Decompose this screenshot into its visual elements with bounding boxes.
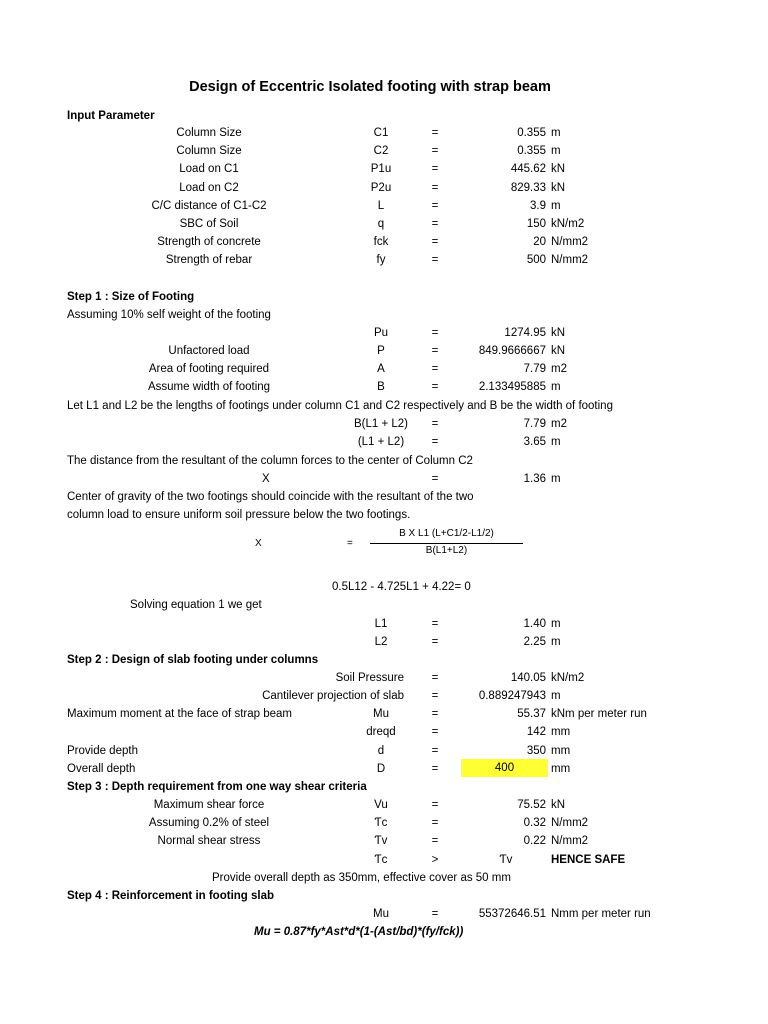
row-eq: =: [431, 363, 439, 376]
bl-value: 7.79: [523, 418, 546, 430]
row-value: 500: [526, 254, 546, 267]
pu-eq: =: [431, 327, 439, 339]
row-unit: N/mm2: [551, 817, 589, 830]
l1-eq: =: [431, 618, 439, 630]
l12-symbol: (L1 + L2): [357, 436, 405, 448]
row-unit: kN: [551, 345, 566, 357]
soil-pressure-label: Soil Pressure: [335, 672, 404, 684]
l12-eq: =: [431, 436, 439, 448]
row-unit: N/mm2: [551, 236, 589, 249]
provide-depth-value: 350: [526, 745, 546, 757]
row-value: 150: [526, 218, 546, 230]
bl-symbol: B(L1 + L2): [353, 418, 409, 430]
safe-status: HENCE SAFE: [551, 854, 626, 866]
provide-depth-unit: mm: [551, 745, 571, 757]
row-symbol: C1: [373, 127, 389, 139]
moment-formula: Mu = 0.87*fy*Ast*d*(1-(Ast/bd)*(fy/fck)): [254, 926, 464, 938]
row-unit: kN/m2: [551, 218, 585, 230]
l1-symbol: L1: [374, 618, 388, 630]
row-symbol: P1u: [370, 163, 392, 176]
row-value: 0.22: [523, 835, 546, 848]
formula-lhs: X: [255, 538, 262, 549]
l2-eq: =: [431, 636, 439, 648]
x-symbol: X: [262, 473, 270, 485]
row-symbol: fy: [376, 254, 386, 267]
l1-value: 1.40: [523, 618, 546, 630]
row-eq: =: [431, 163, 439, 176]
check-value: Ƭv: [499, 854, 513, 866]
max-moment-symbol: Mu: [373, 708, 389, 720]
row-eq: =: [431, 381, 439, 394]
max-moment-value: 55.37: [517, 708, 546, 720]
l12-unit: m: [551, 436, 561, 448]
solving-note: Solving equation 1 we get: [130, 599, 262, 611]
page-title: Design of Eccentric Isolated footing with strap beam: [189, 79, 551, 95]
row-label: Area of footing required: [148, 363, 270, 376]
cantilever-eq: =: [431, 690, 439, 702]
row-label: Load on C2: [179, 181, 239, 194]
soil-pressure-value: 140.05: [510, 672, 546, 684]
overall-depth-eq: =: [431, 763, 439, 775]
row-label: Unfactored load: [168, 345, 250, 357]
step1-heading: Step 1 : Size of Footing: [67, 291, 195, 303]
check-symbol: Ƭc: [374, 854, 388, 866]
row-unit: m2: [551, 363, 567, 376]
soil-pressure-eq: =: [431, 672, 439, 684]
check-comparison: >: [431, 854, 439, 866]
row-eq: =: [431, 236, 439, 249]
cantilever-unit: m: [551, 690, 561, 702]
max-moment-label: Maximum moment at the face of strap beam: [67, 708, 292, 720]
provide-depth-label: Provide depth: [67, 745, 138, 757]
row-symbol: fck: [373, 236, 389, 249]
dreqd-symbol: dreqd: [366, 726, 396, 738]
row-symbol: Ƭc: [374, 817, 388, 830]
mu-symbol: Mu: [373, 908, 389, 920]
row-eq: =: [431, 145, 439, 158]
row-label: Normal shear stress: [157, 835, 261, 848]
x-value: 1.36: [523, 473, 546, 485]
row-label: Strength of concrete: [157, 236, 261, 249]
l12-value: 3.65: [523, 436, 546, 448]
row-value: 829.33: [510, 181, 546, 194]
pu-unit: kN: [551, 327, 566, 339]
row-unit: m: [551, 127, 561, 139]
formula-denominator: B(L1+L2): [425, 545, 468, 556]
row-value: 20: [533, 236, 546, 249]
step2-heading: Step 2 : Design of slab footing under columns: [67, 654, 319, 666]
row-symbol: P2u: [370, 181, 392, 194]
row-eq: =: [431, 799, 439, 811]
row-eq: =: [431, 817, 439, 830]
step3-heading: Step 3 : Depth requirement from one way shear criteria: [67, 781, 367, 793]
cg-note-2: column load to ensure uniform soil pressure below the two footings.: [67, 509, 411, 521]
x-eq: =: [431, 473, 439, 485]
pu-value: 1274.95: [504, 327, 546, 339]
row-unit: kN: [551, 799, 566, 811]
max-moment-eq: =: [431, 708, 439, 720]
l2-symbol: L2: [374, 636, 388, 648]
row-symbol: C2: [373, 145, 389, 158]
provide-depth-eq: =: [431, 745, 439, 757]
row-unit: kN: [551, 181, 566, 194]
row-label: Column Size: [176, 145, 242, 158]
overall-depth-label: Overall depth: [67, 763, 136, 775]
input-heading: Input Parameter: [67, 110, 155, 122]
bl-unit: m2: [551, 418, 567, 430]
row-symbol: Vu: [374, 799, 388, 811]
dreqd-eq: =: [431, 726, 439, 738]
row-value: 7.79: [523, 363, 546, 376]
bl-eq: =: [431, 418, 439, 430]
cantilever-value: 0.889247943: [478, 690, 546, 702]
row-label: Strength of rebar: [165, 254, 253, 267]
row-value: 3.9: [530, 199, 546, 212]
row-value: 0.32: [523, 817, 546, 830]
row-unit: N/mm2: [551, 835, 589, 848]
cg-note-1: Center of gravity of the two footings should coincide with the resultant of the two: [67, 491, 474, 503]
distance-note: The distance from the resultant of the column forces to the center of Column C2: [67, 455, 473, 467]
row-eq: =: [431, 199, 439, 212]
formula-eq: =: [347, 538, 353, 549]
row-symbol: q: [377, 218, 385, 230]
row-value: 849.9666667: [478, 345, 546, 357]
row-label: Column Size: [176, 127, 242, 139]
provide-note: Provide overall depth as 350mm, effective cover as 50 mm: [212, 872, 511, 884]
soil-pressure-unit: kN/m2: [551, 672, 585, 684]
row-symbol: L: [377, 199, 385, 212]
row-eq: =: [431, 127, 439, 139]
row-eq: =: [431, 835, 439, 848]
lengths-note: Let L1 and L2 be the lengths of footings under column C1 and C2 respectively and B be the width of footing: [67, 400, 613, 412]
mu-eq: =: [431, 908, 439, 920]
row-value: 2.133495885: [478, 381, 546, 394]
overall-depth-value: 400: [461, 759, 548, 777]
row-symbol: B: [377, 381, 385, 394]
row-unit: m: [551, 199, 561, 212]
row-eq: =: [431, 218, 439, 230]
row-unit: kN: [551, 163, 566, 176]
step4-heading: Step 4 : Reinforcement in footing slab: [67, 890, 275, 902]
row-eq: =: [431, 181, 439, 194]
row-value: 445.62: [510, 163, 546, 176]
dreqd-unit: mm: [551, 726, 571, 738]
formula-numerator: B X L1 (L+C1/2-L1/2): [399, 528, 494, 539]
quadratic-equation: 0.5L12 - 4.725L1 + 4.22= 0: [332, 581, 471, 593]
cantilever-label: Cantilever projection of slab: [262, 690, 404, 702]
row-value: 0.355: [517, 145, 546, 158]
row-symbol: A: [377, 363, 385, 376]
mu-unit: Nmm per meter run: [551, 908, 651, 920]
row-value: 0.355: [517, 127, 546, 139]
provide-depth-symbol: d: [377, 745, 385, 757]
row-unit: N/mm2: [551, 254, 589, 267]
x-unit: m: [551, 473, 561, 485]
row-unit: m: [551, 381, 561, 394]
row-label: C/C distance of C1-C2: [151, 199, 267, 212]
row-value: 75.52: [517, 799, 546, 811]
row-label: Assume width of footing: [147, 381, 271, 394]
dreqd-value: 142: [526, 726, 546, 738]
l2-value: 2.25: [523, 636, 546, 648]
overall-depth-symbol: D: [376, 763, 386, 775]
l1-unit: m: [551, 618, 561, 630]
row-label: Load on C1: [179, 163, 239, 176]
self-weight-note: Assuming 10% self weight of the footing: [67, 309, 271, 321]
row-label: SBC of Soil: [179, 218, 239, 230]
mu-value: 55372646.51: [478, 908, 546, 920]
row-symbol: Ƭv: [374, 835, 388, 848]
row-unit: m: [551, 145, 561, 158]
row-label: Maximum shear force: [153, 799, 265, 811]
overall-depth-unit: mm: [551, 763, 571, 775]
row-label: Assuming 0.2% of steel: [148, 817, 270, 830]
l2-unit: m: [551, 636, 561, 648]
row-eq: =: [431, 254, 439, 267]
max-moment-unit: kNm per meter run: [551, 708, 647, 720]
pu-symbol: Pu: [373, 327, 389, 339]
row-symbol: P: [377, 345, 385, 357]
row-eq: =: [431, 345, 439, 357]
